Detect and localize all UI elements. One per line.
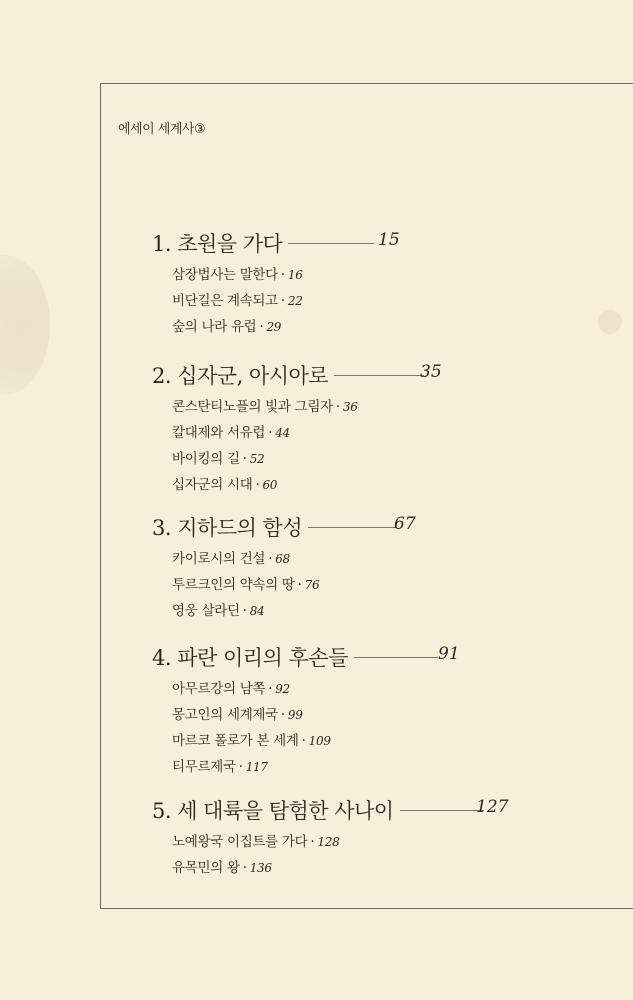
separator-dot: · <box>259 319 264 335</box>
chapter-4 <box>152 642 552 780</box>
chapter-title: 4. 파란 이리의 후손들 <box>152 646 348 670</box>
section-page-number: 36 <box>342 400 358 414</box>
section-entry <box>172 855 552 881</box>
chapter-heading <box>152 228 552 258</box>
separator-dot: · <box>335 399 340 415</box>
section-entry <box>172 572 552 598</box>
separator-dot: · <box>301 733 306 749</box>
series-title: 에세이 세계사③ <box>118 122 206 137</box>
section-list <box>172 546 552 624</box>
separator-dot: · <box>297 577 302 593</box>
section-title: 투르크인의 약속의 땅 <box>172 577 295 593</box>
section-title: 칼대제와 서유럽 <box>172 425 266 441</box>
section-page-number: 22 <box>287 294 303 308</box>
section-entry <box>172 288 552 314</box>
section-page-number: 60 <box>262 478 278 492</box>
section-entry <box>172 394 552 420</box>
separator-dot: · <box>310 834 315 850</box>
leader-line <box>354 657 438 658</box>
section-page-number: 92 <box>275 682 290 696</box>
section-title: 티무르제국 <box>172 759 236 775</box>
section-title: 유목민의 왕 <box>172 860 240 876</box>
section-page-number: 117 <box>245 760 268 774</box>
chapter-2 <box>152 360 552 498</box>
chapter-heading <box>152 360 552 390</box>
chapter-page-number: 35 <box>420 362 442 382</box>
chapter-heading <box>152 512 552 542</box>
chapter-title: 2. 십자군, 아시아로 <box>152 364 329 388</box>
section-entry <box>172 728 552 754</box>
section-entry <box>172 262 552 288</box>
leader-line <box>334 375 424 376</box>
faded-background-mark <box>0 255 50 395</box>
chapter-title: 5. 세 대륙을 탐험한 사나이 <box>152 799 394 823</box>
section-page-number: 68 <box>275 552 290 566</box>
section-page-number: 99 <box>287 708 303 722</box>
separator-dot: · <box>280 267 285 283</box>
section-title: 몽고인의 세계제국 <box>172 707 278 723</box>
section-title: 십자군의 시대 <box>172 477 253 493</box>
leader-line <box>400 810 484 811</box>
section-page-number: 44 <box>275 426 290 440</box>
section-list <box>172 262 552 340</box>
section-entry <box>172 676 552 702</box>
section-list <box>172 829 552 881</box>
separator-dot: · <box>242 451 247 467</box>
chapter-page-number: 67 <box>394 514 416 534</box>
section-entry <box>172 446 552 472</box>
chapter-title: 1. 초원을 가다 <box>152 232 283 256</box>
separator-dot: · <box>280 707 285 723</box>
chapter-3 <box>152 512 552 624</box>
section-entry <box>172 314 552 340</box>
separator-dot: · <box>242 603 247 619</box>
separator-dot: · <box>268 551 273 567</box>
separator-dot: · <box>238 759 243 775</box>
section-entry <box>172 702 552 728</box>
separator-dot: · <box>255 477 260 493</box>
section-page-number: 128 <box>317 835 340 849</box>
section-entry <box>172 598 552 624</box>
chapter-5 <box>152 795 552 881</box>
section-title: 노예왕국 이집트를 가다 <box>172 834 308 850</box>
section-entry <box>172 420 552 446</box>
section-page-number: 16 <box>287 268 303 282</box>
section-page-number: 136 <box>249 861 272 875</box>
section-entry <box>172 472 552 498</box>
section-page-number: 109 <box>308 734 331 748</box>
chapter-page-number: 15 <box>378 230 400 250</box>
chapter-page-number: 91 <box>438 644 460 664</box>
chapter-heading <box>152 795 552 825</box>
section-title: 비단길은 계속되고 <box>172 293 278 309</box>
chapter-heading <box>152 642 552 672</box>
chapter-title: 3. 지하드의 함성 <box>152 516 303 540</box>
section-title: 바이킹의 길 <box>172 451 240 467</box>
leader-line <box>288 243 374 244</box>
section-page-number: 29 <box>266 320 282 334</box>
section-page-number: 52 <box>249 452 265 466</box>
section-entry <box>172 754 552 780</box>
section-title: 삼장법사는 말한다 <box>172 267 278 283</box>
section-page-number: 84 <box>249 604 265 618</box>
section-title: 숲의 나라 유럽 <box>172 319 257 335</box>
section-title: 마르코 폴로가 본 세계 <box>172 733 299 749</box>
separator-dot: · <box>268 681 273 697</box>
section-entry <box>172 829 552 855</box>
section-title: 영웅 살라딘 <box>172 603 240 619</box>
section-list <box>172 394 552 498</box>
section-title: 카이로시의 건설 <box>172 551 266 567</box>
section-entry <box>172 546 552 572</box>
section-title: 아무르강의 남쪽 <box>172 681 266 697</box>
separator-dot: · <box>242 860 247 876</box>
leader-line <box>308 527 396 528</box>
section-title: 콘스탄티노플의 빛과 그림자 <box>172 399 333 415</box>
chapter-page-number: 127 <box>476 797 509 817</box>
chapter-1 <box>152 228 552 340</box>
separator-dot: · <box>268 425 273 441</box>
separator-dot: · <box>280 293 285 309</box>
section-page-number: 76 <box>304 578 320 592</box>
section-list <box>172 676 552 780</box>
